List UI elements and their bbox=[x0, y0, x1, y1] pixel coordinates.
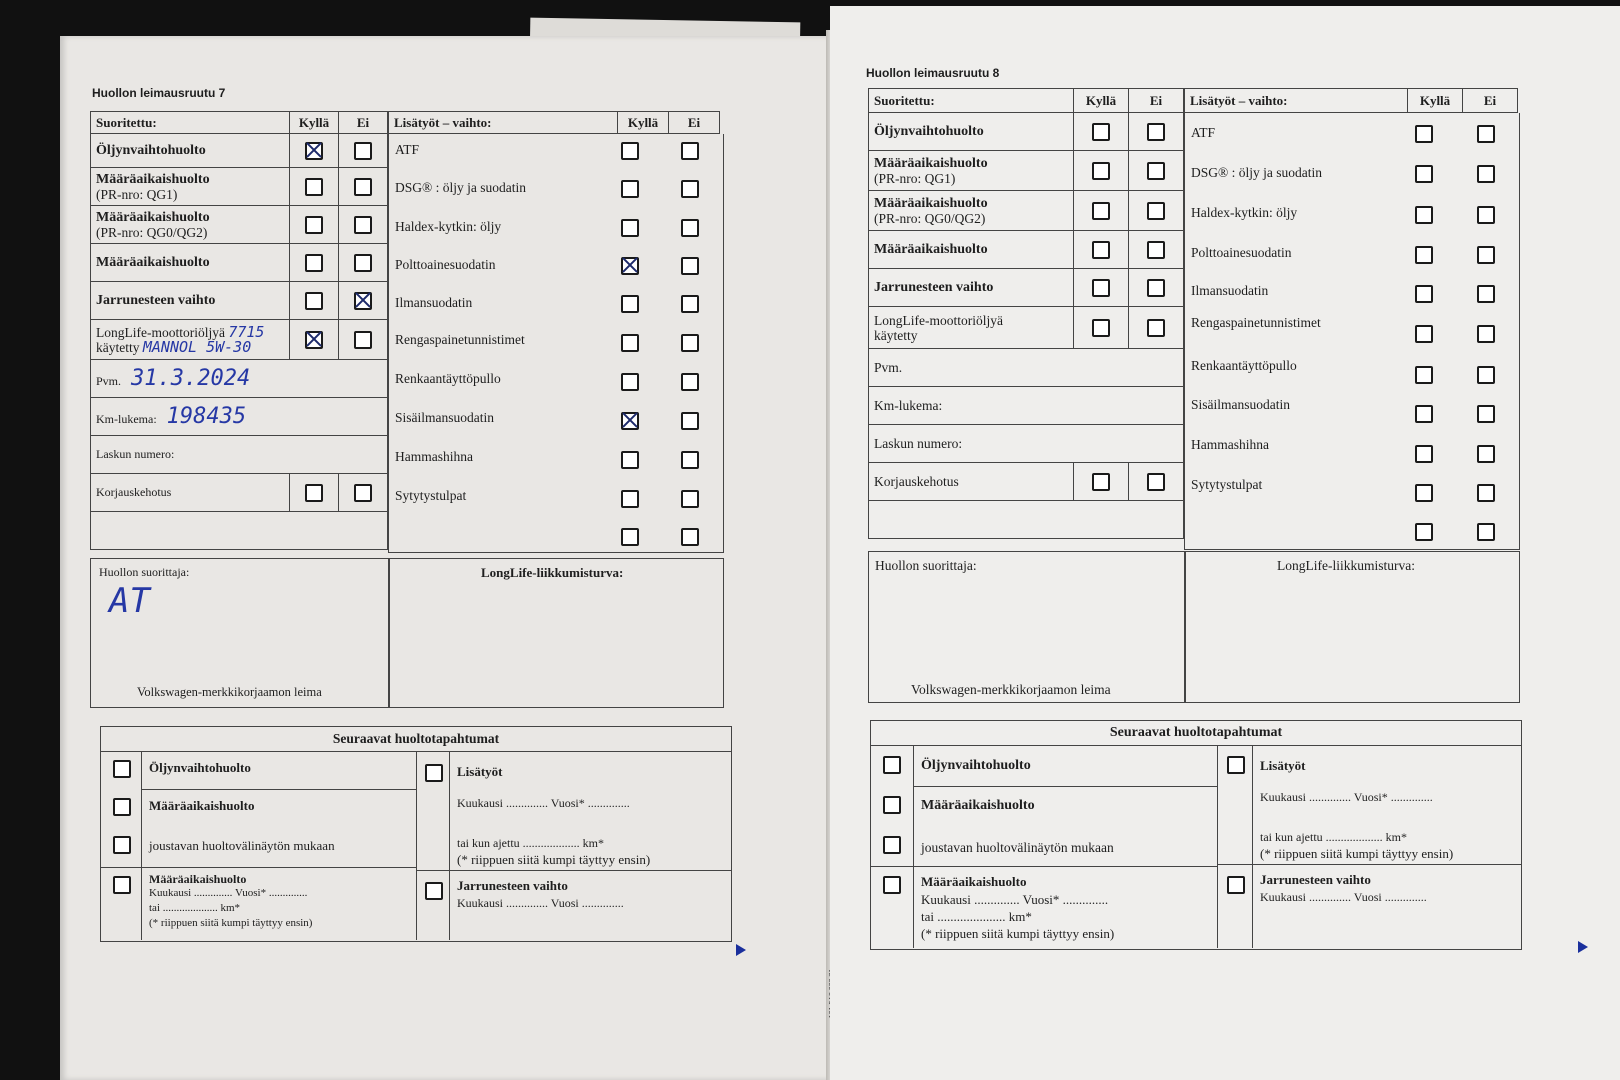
checkbox-no[interactable] bbox=[1147, 123, 1165, 141]
checkbox-yes[interactable] bbox=[305, 178, 323, 196]
yes-header: Kyllä bbox=[1074, 89, 1129, 113]
checkbox-yes[interactable] bbox=[1092, 473, 1110, 491]
checkbox-no[interactable] bbox=[354, 142, 372, 160]
checkbox-no[interactable] bbox=[1477, 165, 1495, 183]
checkbox-yes[interactable] bbox=[621, 295, 639, 313]
date-label: Pvm. bbox=[96, 374, 122, 388]
checkbox-periodic[interactable] bbox=[883, 796, 901, 814]
performed-header: Suoritettu: bbox=[869, 89, 1074, 113]
checkbox-no[interactable] bbox=[354, 178, 372, 196]
date-value: 31.3.2024 bbox=[131, 366, 251, 391]
checkbox-no[interactable] bbox=[354, 254, 372, 272]
no-header: Ei bbox=[339, 112, 388, 134]
checkbox-yes[interactable] bbox=[305, 142, 323, 160]
row-label: Sytytystulpat bbox=[395, 488, 467, 503]
next-extra-month: Kuukausi .............. Vuosi* .............. bbox=[457, 796, 630, 810]
checkbox-yes[interactable] bbox=[621, 451, 639, 469]
row-label: DSG® : öljy ja suodatin bbox=[395, 180, 527, 195]
left-next-services bbox=[100, 726, 732, 942]
checkbox-yes[interactable] bbox=[621, 373, 639, 391]
checkbox-periodic[interactable] bbox=[113, 798, 131, 816]
checkbox-yes[interactable] bbox=[1415, 405, 1433, 423]
next-page-arrow-icon bbox=[736, 944, 746, 956]
checkbox-yes[interactable] bbox=[1415, 125, 1433, 143]
next-month-year: Kuukausi .............. Vuosi* .............. bbox=[149, 887, 308, 899]
checkbox-yes[interactable] bbox=[621, 528, 639, 546]
yes-header: Kyllä bbox=[290, 112, 339, 134]
next-brake-label: Jarrunesteen vaihto bbox=[1260, 872, 1371, 887]
row-label: Jarrunesteen vaihto bbox=[869, 269, 1074, 307]
next-extra-note: (* riippuen siitä kumpi täyttyy ensin) bbox=[457, 852, 651, 867]
checkbox-yes[interactable] bbox=[1092, 202, 1110, 220]
performer-initials: AT bbox=[109, 581, 150, 621]
no-header: Ei bbox=[1463, 89, 1518, 113]
checkbox-no[interactable] bbox=[1147, 162, 1165, 180]
right-additional-rows bbox=[1184, 113, 1520, 550]
checkbox-no[interactable] bbox=[1147, 279, 1165, 297]
row-sublabel: (PR-nro: QG0/QG2) bbox=[874, 210, 986, 226]
row-label: ATF bbox=[1191, 125, 1216, 140]
repair-label: Korjauskehotus bbox=[91, 474, 290, 512]
left-performer-box bbox=[90, 558, 390, 708]
next-flexible-label: joustavan huoltovälinäytön mukaan bbox=[921, 840, 1114, 855]
checkbox-no[interactable] bbox=[681, 142, 699, 160]
next-flexible-label: joustavan huoltovälinäytön mukaan bbox=[149, 838, 335, 853]
row-sublabel: (PR-nro: QG1) bbox=[874, 170, 956, 186]
checkbox-no[interactable] bbox=[1477, 445, 1495, 463]
right-performer-box bbox=[868, 551, 1186, 703]
checkbox-yes[interactable] bbox=[1415, 325, 1433, 343]
next-page-arrow-icon bbox=[1578, 941, 1588, 953]
performed-header: Suoritettu: bbox=[91, 112, 290, 134]
checkbox-flexible[interactable] bbox=[113, 836, 131, 854]
row-label: Määräaikaishuolto bbox=[874, 155, 988, 171]
next-extra-month: Kuukausi .............. Vuosi* .............. bbox=[1260, 790, 1433, 804]
yes-header: Kyllä bbox=[618, 112, 669, 134]
left-page-heading: Huollon leimausruutu 7 bbox=[92, 86, 226, 100]
invoice-label: Laskun numero: bbox=[91, 436, 388, 474]
right-page bbox=[830, 6, 1620, 1080]
mobility-label: LongLife-liikkumisturva: bbox=[481, 565, 624, 580]
checkbox-no[interactable] bbox=[681, 451, 699, 469]
checkbox-no[interactable] bbox=[681, 490, 699, 508]
next-brake-month: Kuukausi .............. Vuosi .............. bbox=[457, 896, 624, 910]
table-row bbox=[91, 134, 388, 168]
next-month-year: Kuukausi .............. Vuosi* .............. bbox=[921, 892, 1109, 907]
row-label: Öljynvaihtohuolto bbox=[869, 113, 1074, 151]
checkbox-yes[interactable] bbox=[1092, 123, 1110, 141]
handwritten-oil-code: 7715 bbox=[228, 322, 265, 341]
checkbox-no[interactable] bbox=[681, 528, 699, 546]
checkbox-yes[interactable] bbox=[1092, 162, 1110, 180]
next-km-line: tai ..................... km* bbox=[921, 909, 1032, 924]
row-label: DSG® : öljy ja suodatin bbox=[1191, 165, 1323, 180]
next-note: (* riippuen siitä kumpi täyttyy ensin) bbox=[921, 926, 1115, 941]
checkbox-yes[interactable] bbox=[621, 257, 639, 275]
checkbox-yes[interactable] bbox=[621, 412, 639, 430]
checkbox-yes[interactable] bbox=[1092, 319, 1110, 337]
checkbox-yes[interactable] bbox=[1415, 523, 1433, 541]
checkbox-oil[interactable] bbox=[883, 756, 901, 774]
performer-label: Huollon suorittaja: bbox=[99, 565, 190, 579]
checkbox-yes[interactable] bbox=[1415, 285, 1433, 303]
table-row bbox=[869, 113, 1184, 151]
row-label: Hammashihna bbox=[1191, 437, 1269, 452]
checkbox-yes[interactable] bbox=[621, 142, 639, 160]
left-additional-table bbox=[388, 111, 720, 134]
checkbox-no[interactable] bbox=[354, 292, 372, 310]
checkbox-oil[interactable] bbox=[113, 760, 131, 778]
checkbox-no[interactable] bbox=[681, 219, 699, 237]
next-km-line: tai .................... km* bbox=[149, 902, 241, 914]
next-brake-month: Kuukausi .............. Vuosi .............. bbox=[1260, 890, 1427, 904]
checkbox-brake[interactable] bbox=[1227, 876, 1245, 894]
row-label: Polttoainesuodatin bbox=[1191, 245, 1292, 260]
next-note: (* riippuen siitä kumpi täyttyy ensin) bbox=[149, 917, 313, 929]
handwritten-oil-name: MANNOL 5W-30 bbox=[142, 337, 252, 356]
row-sublabel: käytetty bbox=[874, 327, 918, 343]
checkbox-no[interactable] bbox=[1477, 325, 1495, 343]
table-row bbox=[869, 307, 1184, 349]
checkbox-no[interactable] bbox=[1477, 246, 1495, 264]
checkbox-yes[interactable] bbox=[1415, 484, 1433, 502]
repair-label: Korjauskehotus bbox=[869, 463, 1074, 501]
right-additional-table bbox=[1184, 88, 1518, 113]
checkbox-no[interactable] bbox=[354, 331, 372, 349]
row-label: Haldex-kytkin: öljy bbox=[395, 219, 502, 234]
checkbox-yes[interactable] bbox=[1415, 246, 1433, 264]
next-extra-km: tai kun ajettu ................... km* bbox=[457, 836, 604, 850]
checkbox-yes[interactable] bbox=[305, 254, 323, 272]
row-label: Öljynvaihtohuolto bbox=[91, 134, 290, 168]
right-mobility-box bbox=[1184, 551, 1520, 703]
next-oil-label: Öljynvaihtohuolto bbox=[149, 760, 251, 775]
next-periodic-label: Määräaikaishuolto bbox=[921, 798, 1035, 813]
checkbox-no[interactable] bbox=[1477, 206, 1495, 224]
table-row bbox=[91, 206, 388, 244]
table-row bbox=[91, 282, 388, 320]
row-label: Määräaikaishuolto bbox=[96, 171, 210, 187]
stamp-label: Volkswagen-merkkikorjaamon leima bbox=[137, 685, 322, 699]
right-page-heading: Huollon leimausruutu 8 bbox=[866, 66, 1000, 80]
km-label: Km-lukema: bbox=[96, 412, 157, 426]
right-next-services bbox=[870, 720, 1522, 950]
table-row bbox=[869, 463, 1184, 501]
checkbox-yes[interactable] bbox=[305, 216, 323, 234]
row-label: Ilmansuodatin bbox=[395, 295, 473, 310]
table-row bbox=[91, 398, 388, 436]
next-brake-label: Jarrunesteen vaihto bbox=[457, 878, 568, 893]
row-label: Hammashihna bbox=[395, 449, 473, 464]
additional-header: Lisätyöt – vaihto: bbox=[1185, 89, 1408, 113]
checkbox-yes[interactable] bbox=[621, 180, 639, 198]
row-label: Määräaikaishuolto bbox=[874, 195, 988, 211]
row-label: Renkaantäyttöpullo bbox=[395, 371, 501, 386]
next-oil-label: Öljynvaihtohuolto bbox=[921, 758, 1031, 773]
table-row bbox=[869, 269, 1184, 307]
row-label: Sytytystulpat bbox=[1191, 477, 1263, 492]
checkbox-no[interactable] bbox=[681, 295, 699, 313]
checkbox-yes[interactable] bbox=[1415, 165, 1433, 183]
left-page bbox=[60, 36, 830, 1080]
table-row bbox=[91, 320, 388, 360]
performer-label: Huollon suorittaja: bbox=[875, 558, 977, 573]
next-periodic2-label: Määräaikaishuolto bbox=[921, 874, 1027, 889]
row-label: Jarrunesteen vaihto bbox=[91, 282, 290, 320]
row-label: Renkaantäyttöpullo bbox=[1191, 358, 1297, 373]
next-periodic-label: Määräaikaishuolto bbox=[149, 798, 255, 813]
row-label: ATF bbox=[395, 142, 420, 157]
next-title: Seuraavat huoltotapahtumat bbox=[101, 727, 731, 752]
checkbox-no[interactable] bbox=[681, 373, 699, 391]
row-label: LongLife-moottoriöljyä bbox=[874, 312, 1003, 328]
km-label: Km-lukema: bbox=[869, 387, 1184, 425]
checkbox-no[interactable] bbox=[354, 216, 372, 234]
date-label: Pvm. bbox=[869, 349, 1184, 387]
checkbox-periodic2[interactable] bbox=[883, 876, 901, 894]
checkbox-no[interactable] bbox=[1147, 319, 1165, 337]
row-label: Määräaikaishuolto bbox=[96, 209, 210, 225]
checkbox-no[interactable] bbox=[1147, 241, 1165, 259]
checkbox-brake[interactable] bbox=[425, 882, 443, 900]
row-sublabel: (PR-nro: QG0/QG2) bbox=[96, 224, 208, 240]
checkbox-yes[interactable] bbox=[305, 292, 323, 310]
checkbox-yes[interactable] bbox=[1092, 241, 1110, 259]
checkbox-yes[interactable] bbox=[305, 484, 323, 502]
left-mobility-box bbox=[388, 558, 724, 708]
table-row bbox=[869, 231, 1184, 269]
checkbox-no[interactable] bbox=[681, 334, 699, 352]
left-performed-table bbox=[90, 111, 388, 550]
checkbox-no[interactable] bbox=[681, 180, 699, 198]
checkbox-no[interactable] bbox=[1477, 285, 1495, 303]
row-label: Määräaikaishuolto bbox=[869, 231, 1074, 269]
checkbox-no[interactable] bbox=[681, 257, 699, 275]
stamp-label: Volkswagen-merkkikorjaamon leima bbox=[911, 682, 1111, 697]
checkbox-no[interactable] bbox=[1477, 484, 1495, 502]
km-value: 198435 bbox=[166, 404, 247, 429]
checkbox-yes[interactable] bbox=[621, 334, 639, 352]
invoice-label: Laskun numero: bbox=[869, 425, 1184, 463]
checkbox-yes[interactable] bbox=[1092, 279, 1110, 297]
checkbox-periodic2[interactable] bbox=[113, 876, 131, 894]
row-label: Haldex-kytkin: öljy bbox=[1191, 205, 1298, 220]
no-header: Ei bbox=[669, 112, 720, 134]
checkbox-no[interactable] bbox=[1477, 366, 1495, 384]
checkbox-no[interactable] bbox=[1477, 125, 1495, 143]
row-sublabel: käytetty bbox=[96, 339, 140, 355]
table-row bbox=[91, 360, 388, 398]
next-extra-label: Lisätyöt bbox=[1260, 758, 1306, 773]
checkbox-yes[interactable] bbox=[1415, 445, 1433, 463]
checkbox-no[interactable] bbox=[354, 484, 372, 502]
next-periodic2-label: Määräaikaishuolto bbox=[149, 872, 247, 886]
row-label: Määräaikaishuolto bbox=[91, 244, 290, 282]
checkbox-no[interactable] bbox=[681, 412, 699, 430]
additional-header: Lisätyöt – vaihto: bbox=[389, 112, 618, 134]
next-title: Seuraavat huoltotapahtumat bbox=[871, 721, 1521, 746]
row-label: Sisäilmansuodatin bbox=[1191, 397, 1290, 412]
checkbox-no[interactable] bbox=[1147, 473, 1165, 491]
table-row bbox=[91, 168, 388, 206]
checkbox-yes[interactable] bbox=[1415, 366, 1433, 384]
checkbox-no[interactable] bbox=[1477, 405, 1495, 423]
next-extra-km: tai kun ajettu ................... km* bbox=[1260, 830, 1407, 844]
next-extra-note: (* riippuen siitä kumpi täyttyy ensin) bbox=[1260, 846, 1454, 861]
row-label: Rengaspainetunnistimet bbox=[1191, 315, 1321, 330]
row-label: Ilmansuodatin bbox=[1191, 283, 1269, 298]
row-label: LongLife-moottoriöljyä bbox=[96, 324, 225, 340]
checkbox-extra[interactable] bbox=[425, 764, 443, 782]
checkbox-yes[interactable] bbox=[1415, 206, 1433, 224]
checkbox-extra[interactable] bbox=[1227, 756, 1245, 774]
table-row bbox=[91, 244, 388, 282]
yes-header: Kyllä bbox=[1408, 89, 1463, 113]
mobility-label: LongLife-liikkumisturva: bbox=[1277, 558, 1415, 573]
table-row bbox=[91, 436, 388, 474]
checkbox-no[interactable] bbox=[1477, 523, 1495, 541]
checkbox-flexible[interactable] bbox=[883, 836, 901, 854]
table-row bbox=[91, 474, 388, 512]
checkbox-yes[interactable] bbox=[621, 219, 639, 237]
right-performed-table bbox=[868, 88, 1184, 539]
next-extra-label: Lisätyöt bbox=[457, 764, 503, 779]
table-row bbox=[869, 151, 1184, 191]
row-label: Rengaspainetunnistimet bbox=[395, 332, 525, 347]
row-sublabel: (PR-nro: QG1) bbox=[96, 186, 178, 202]
checkbox-yes[interactable] bbox=[305, 331, 323, 349]
left-additional-rows bbox=[388, 134, 724, 553]
table-row bbox=[869, 191, 1184, 231]
checkbox-no[interactable] bbox=[1147, 202, 1165, 220]
row-label: Polttoainesuodatin bbox=[395, 257, 496, 272]
no-header: Ei bbox=[1129, 89, 1184, 113]
row-label: Sisäilmansuodatin bbox=[395, 410, 494, 425]
checkbox-yes[interactable] bbox=[621, 490, 639, 508]
